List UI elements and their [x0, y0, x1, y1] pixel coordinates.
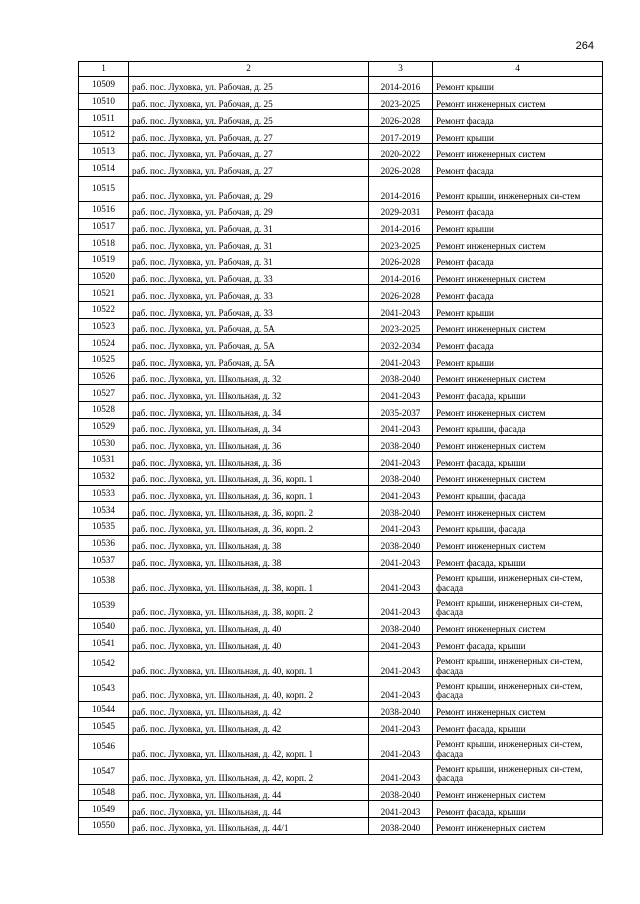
row-number-cell: 10521 — [79, 285, 129, 302]
period-cell: 2026-2028 — [369, 251, 433, 268]
row-number-cell: 10545 — [79, 718, 129, 735]
column-header-1: 1 — [79, 62, 129, 77]
period-cell: 2017-2019 — [369, 127, 433, 144]
period-cell: 2038-2040 — [369, 468, 433, 485]
table-row — [79, 468, 603, 485]
repair-schedule-table — [78, 61, 603, 835]
work-type-cell: Ремонт фасада — [433, 160, 603, 177]
table-row — [79, 734, 603, 759]
table-row — [79, 177, 603, 202]
work-type-cell: Ремонт фасада — [433, 285, 603, 302]
row-number-cell: 10522 — [79, 302, 129, 319]
table-row — [79, 593, 603, 618]
address-cell: раб. пос. Луховка, ул. Школьная, д. 40, корп. 2 — [129, 676, 369, 701]
work-type-cell: Ремонт инженерных систем — [433, 435, 603, 452]
table-row — [79, 701, 603, 718]
table-row — [79, 485, 603, 502]
row-number-cell: 10546 — [79, 734, 129, 759]
row-number-cell: 10525 — [79, 352, 129, 369]
row-number-cell: 10541 — [79, 635, 129, 652]
address-cell: раб. пос. Луховка, ул. Рабочая, д. 33 — [129, 285, 369, 302]
work-type-cell: Ремонт инженерных систем — [433, 784, 603, 801]
table-row — [79, 652, 603, 677]
work-type-cell: Ремонт крыши, инженерных си-стем, фасада — [433, 676, 603, 701]
table-row — [79, 285, 603, 302]
address-cell: раб. пос. Луховка, ул. Школьная, д. 34 — [129, 402, 369, 419]
period-cell: 2041-2043 — [369, 552, 433, 569]
address-cell: раб. пос. Луховка, ул. Рабочая, д. 5А — [129, 352, 369, 369]
period-cell: 2014-2016 — [369, 218, 433, 235]
period-cell: 2029-2031 — [369, 201, 433, 218]
work-type-cell: Ремонт крыши — [433, 218, 603, 235]
table-row — [79, 368, 603, 385]
address-cell: раб. пос. Луховка, ул. Школьная, д. 32 — [129, 385, 369, 402]
work-type-cell: Ремонт инженерных систем — [433, 502, 603, 519]
address-cell: раб. пос. Луховка, ул. Школьная, д. 44 — [129, 801, 369, 818]
row-number-cell: 10512 — [79, 127, 129, 144]
address-cell: раб. пос. Луховка, ул. Рабочая, д. 27 — [129, 127, 369, 144]
row-number-cell: 10550 — [79, 817, 129, 834]
work-type-cell: Ремонт инженерных систем — [433, 268, 603, 285]
table-row — [79, 335, 603, 352]
work-type-cell: Ремонт инженерных систем — [433, 535, 603, 552]
row-number-cell: 10511 — [79, 110, 129, 127]
row-number-cell: 10549 — [79, 801, 129, 818]
period-cell: 2041-2043 — [369, 485, 433, 502]
address-cell: раб. пос. Луховка, ул. Школьная, д. 38 — [129, 552, 369, 569]
work-type-cell: Ремонт фасада — [433, 201, 603, 218]
table-row — [79, 218, 603, 235]
period-cell: 2041-2043 — [369, 593, 433, 618]
work-type-cell: Ремонт фасада, крыши — [433, 635, 603, 652]
period-cell: 2038-2040 — [369, 368, 433, 385]
table-row — [79, 552, 603, 569]
work-type-cell: Ремонт фасада, крыши — [433, 801, 603, 818]
row-number-cell: 10540 — [79, 618, 129, 635]
period-cell: 2038-2040 — [369, 784, 433, 801]
work-type-cell: Ремонт фасада, крыши — [433, 385, 603, 402]
table-row — [79, 352, 603, 369]
address-cell: раб. пос. Луховка, ул. Рабочая, д. 27 — [129, 143, 369, 160]
address-cell: раб. пос. Луховка, ул. Школьная, д. 40, корп. 1 — [129, 652, 369, 677]
work-type-cell: Ремонт инженерных систем — [433, 368, 603, 385]
work-type-cell: Ремонт крыши, фасада — [433, 418, 603, 435]
period-cell: 2035-2037 — [369, 402, 433, 419]
row-number-cell: 10543 — [79, 676, 129, 701]
row-number-cell: 10516 — [79, 201, 129, 218]
work-type-cell: Ремонт крыши, инженерных си-стем — [433, 177, 603, 202]
period-cell: 2041-2043 — [369, 518, 433, 535]
row-number-cell: 10515 — [79, 177, 129, 202]
work-type-cell: Ремонт крыши, инженерных си-стем, фасада — [433, 759, 603, 784]
row-number-cell: 10529 — [79, 418, 129, 435]
row-number-cell: 10533 — [79, 485, 129, 502]
row-number-cell: 10539 — [79, 593, 129, 618]
row-number-cell: 10518 — [79, 235, 129, 252]
period-cell: 2041-2043 — [369, 418, 433, 435]
page-number: 264 — [575, 40, 594, 52]
row-number-cell: 10523 — [79, 318, 129, 335]
period-cell: 2014-2016 — [369, 268, 433, 285]
row-number-cell: 10532 — [79, 468, 129, 485]
row-number-cell: 10527 — [79, 385, 129, 402]
address-cell: раб. пос. Луховка, ул. Школьная, д. 32 — [129, 368, 369, 385]
row-number-cell: 10534 — [79, 502, 129, 519]
address-cell: раб. пос. Луховка, ул. Рабочая, д. 31 — [129, 235, 369, 252]
address-cell: раб. пос. Луховка, ул. Рабочая, д. 5А — [129, 318, 369, 335]
address-cell: раб. пос. Луховка, ул. Школьная, д. 44/1 — [129, 817, 369, 834]
column-header-2: 2 — [129, 62, 369, 77]
address-cell: раб. пос. Луховка, ул. Школьная, д. 42 — [129, 718, 369, 735]
row-number-cell: 10542 — [79, 652, 129, 677]
address-cell: раб. пос. Луховка, ул. Школьная, д. 36 — [129, 435, 369, 452]
table-row — [79, 569, 603, 594]
row-number-cell: 10514 — [79, 160, 129, 177]
period-cell: 2041-2043 — [369, 385, 433, 402]
work-type-cell: Ремонт крыши — [433, 127, 603, 144]
work-type-cell: Ремонт фасада — [433, 335, 603, 352]
period-cell: 2038-2040 — [369, 435, 433, 452]
address-cell: раб. пос. Луховка, ул. Рабочая, д. 31 — [129, 218, 369, 235]
table-row — [79, 452, 603, 469]
table-row — [79, 435, 603, 452]
table-row — [79, 235, 603, 252]
address-cell: раб. пос. Луховка, ул. Школьная, д. 42, корп. 1 — [129, 734, 369, 759]
table-row — [79, 268, 603, 285]
period-cell: 2023-2025 — [369, 318, 433, 335]
period-cell: 2038-2040 — [369, 701, 433, 718]
table-row — [79, 418, 603, 435]
column-header-3: 3 — [369, 62, 433, 77]
row-number-cell: 10524 — [79, 335, 129, 352]
work-type-cell: Ремонт крыши, фасада — [433, 485, 603, 502]
row-number-cell: 10535 — [79, 518, 129, 535]
table-row — [79, 535, 603, 552]
period-cell: 2026-2028 — [369, 110, 433, 127]
address-cell: раб. пос. Луховка, ул. Школьная, д. 40 — [129, 618, 369, 635]
work-type-cell: Ремонт фасада — [433, 251, 603, 268]
table-row — [79, 618, 603, 635]
period-cell: 2041-2043 — [369, 302, 433, 319]
period-cell: 2023-2025 — [369, 235, 433, 252]
work-type-cell: Ремонт инженерных систем — [433, 402, 603, 419]
period-cell: 2023-2025 — [369, 93, 433, 110]
table-header-row — [79, 62, 603, 77]
work-type-cell: Ремонт крыши — [433, 352, 603, 369]
row-number-cell: 10531 — [79, 452, 129, 469]
period-cell: 2038-2040 — [369, 535, 433, 552]
address-cell: раб. пос. Луховка, ул. Рабочая, д. 31 — [129, 251, 369, 268]
row-number-cell: 10530 — [79, 435, 129, 452]
row-number-cell: 10528 — [79, 402, 129, 419]
period-cell: 2041-2043 — [369, 734, 433, 759]
period-cell: 2041-2043 — [369, 452, 433, 469]
table-row — [79, 518, 603, 535]
period-cell: 2038-2040 — [369, 502, 433, 519]
address-cell: раб. пос. Луховка, ул. Рабочая, д. 27 — [129, 160, 369, 177]
address-cell: раб. пос. Луховка, ул. Школьная, д. 36, корп. 2 — [129, 502, 369, 519]
address-cell: раб. пос. Луховка, ул. Школьная, д. 40 — [129, 635, 369, 652]
work-type-cell: Ремонт инженерных систем — [433, 235, 603, 252]
table-row — [79, 160, 603, 177]
row-number-cell: 10547 — [79, 759, 129, 784]
work-type-cell: Ремонт крыши, инженерных си-стем, фасада — [433, 734, 603, 759]
work-type-cell: Ремонт фасада, крыши — [433, 452, 603, 469]
table-row — [79, 817, 603, 834]
table-row — [79, 93, 603, 110]
work-type-cell: Ремонт крыши — [433, 77, 603, 94]
period-cell: 2041-2043 — [369, 759, 433, 784]
table-row — [79, 77, 603, 94]
work-type-cell: Ремонт инженерных систем — [433, 468, 603, 485]
address-cell: раб. пос. Луховка, ул. Школьная, д. 36 — [129, 452, 369, 469]
period-cell: 2041-2043 — [369, 635, 433, 652]
row-number-cell: 10520 — [79, 268, 129, 285]
period-cell: 2041-2043 — [369, 569, 433, 594]
address-cell: раб. пос. Луховка, ул. Школьная, д. 42, корп. 2 — [129, 759, 369, 784]
address-cell: раб. пос. Луховка, ул. Школьная, д. 38, корп. 2 — [129, 593, 369, 618]
table-row — [79, 385, 603, 402]
period-cell: 2014-2016 — [369, 77, 433, 94]
table-row — [79, 110, 603, 127]
address-cell: раб. пос. Луховка, ул. Рабочая, д. 33 — [129, 302, 369, 319]
work-type-cell: Ремонт инженерных систем — [433, 701, 603, 718]
table-row — [79, 676, 603, 701]
work-type-cell: Ремонт крыши — [433, 302, 603, 319]
period-cell: 2020-2022 — [369, 143, 433, 160]
work-type-cell: Ремонт фасада, крыши — [433, 552, 603, 569]
table-row — [79, 502, 603, 519]
row-number-cell: 10536 — [79, 535, 129, 552]
table-row — [79, 759, 603, 784]
period-cell: 2041-2043 — [369, 718, 433, 735]
table-row — [79, 201, 603, 218]
row-number-cell: 10517 — [79, 218, 129, 235]
period-cell: 2041-2043 — [369, 801, 433, 818]
table-row — [79, 801, 603, 818]
address-cell: раб. пос. Луховка, ул. Школьная, д. 44 — [129, 784, 369, 801]
table-row — [79, 718, 603, 735]
address-cell: раб. пос. Луховка, ул. Рабочая, д. 29 — [129, 201, 369, 218]
row-number-cell: 10538 — [79, 569, 129, 594]
work-type-cell: Ремонт крыши, инженерных си-стем, фасада — [433, 569, 603, 594]
row-number-cell: 10519 — [79, 251, 129, 268]
address-cell: раб. пос. Луховка, ул. Рабочая, д. 29 — [129, 177, 369, 202]
work-type-cell: Ремонт фасада, крыши — [433, 718, 603, 735]
period-cell: 2014-2016 — [369, 177, 433, 202]
address-cell: раб. пос. Луховка, ул. Школьная, д. 42 — [129, 701, 369, 718]
table-row — [79, 251, 603, 268]
table-body — [79, 77, 603, 835]
table-row — [79, 143, 603, 160]
table-row — [79, 784, 603, 801]
row-number-cell: 10513 — [79, 143, 129, 160]
work-type-cell: Ремонт инженерных систем — [433, 618, 603, 635]
period-cell: 2038-2040 — [369, 817, 433, 834]
period-cell: 2041-2043 — [369, 352, 433, 369]
table-row — [79, 302, 603, 319]
address-cell: раб. пос. Луховка, ул. Школьная, д. 36, корп. 2 — [129, 518, 369, 535]
row-number-cell: 10537 — [79, 552, 129, 569]
period-cell: 2026-2028 — [369, 285, 433, 302]
address-cell: раб. пос. Луховка, ул. Школьная, д. 38, корп. 1 — [129, 569, 369, 594]
address-cell: раб. пос. Луховка, ул. Рабочая, д. 25 — [129, 110, 369, 127]
work-type-cell: Ремонт инженерных систем — [433, 318, 603, 335]
table-row — [79, 127, 603, 144]
period-cell: 2038-2040 — [369, 618, 433, 635]
address-cell: раб. пос. Луховка, ул. Рабочая, д. 25 — [129, 93, 369, 110]
row-number-cell: 10510 — [79, 93, 129, 110]
table-row — [79, 318, 603, 335]
address-cell: раб. пос. Луховка, ул. Рабочая, д. 33 — [129, 268, 369, 285]
address-cell: раб. пос. Луховка, ул. Школьная, д. 36, корп. 1 — [129, 468, 369, 485]
period-cell: 2041-2043 — [369, 676, 433, 701]
period-cell: 2026-2028 — [369, 160, 433, 177]
row-number-cell: 10544 — [79, 701, 129, 718]
row-number-cell: 10509 — [79, 77, 129, 94]
work-type-cell: Ремонт крыши, фасада — [433, 518, 603, 535]
period-cell: 2032-2034 — [369, 335, 433, 352]
row-number-cell: 10526 — [79, 368, 129, 385]
address-cell: раб. пос. Луховка, ул. Школьная, д. 36, корп. 1 — [129, 485, 369, 502]
table-row — [79, 635, 603, 652]
work-type-cell: Ремонт крыши, инженерных си-стем, фасада — [433, 652, 603, 677]
period-cell: 2041-2043 — [369, 652, 433, 677]
column-header-4: 4 — [433, 62, 603, 77]
work-type-cell: Ремонт фасада — [433, 110, 603, 127]
address-cell: раб. пос. Луховка, ул. Школьная, д. 34 — [129, 418, 369, 435]
address-cell: раб. пос. Луховка, ул. Рабочая, д. 5А — [129, 335, 369, 352]
work-type-cell: Ремонт инженерных систем — [433, 143, 603, 160]
work-type-cell: Ремонт инженерных систем — [433, 93, 603, 110]
row-number-cell: 10548 — [79, 784, 129, 801]
table-row — [79, 402, 603, 419]
address-cell: раб. пос. Луховка, ул. Школьная, д. 38 — [129, 535, 369, 552]
work-type-cell: Ремонт крыши, инженерных си-стем, фасада — [433, 593, 603, 618]
address-cell: раб. пос. Луховка, ул. Рабочая, д. 25 — [129, 77, 369, 94]
work-type-cell: Ремонт инженерных систем — [433, 817, 603, 834]
